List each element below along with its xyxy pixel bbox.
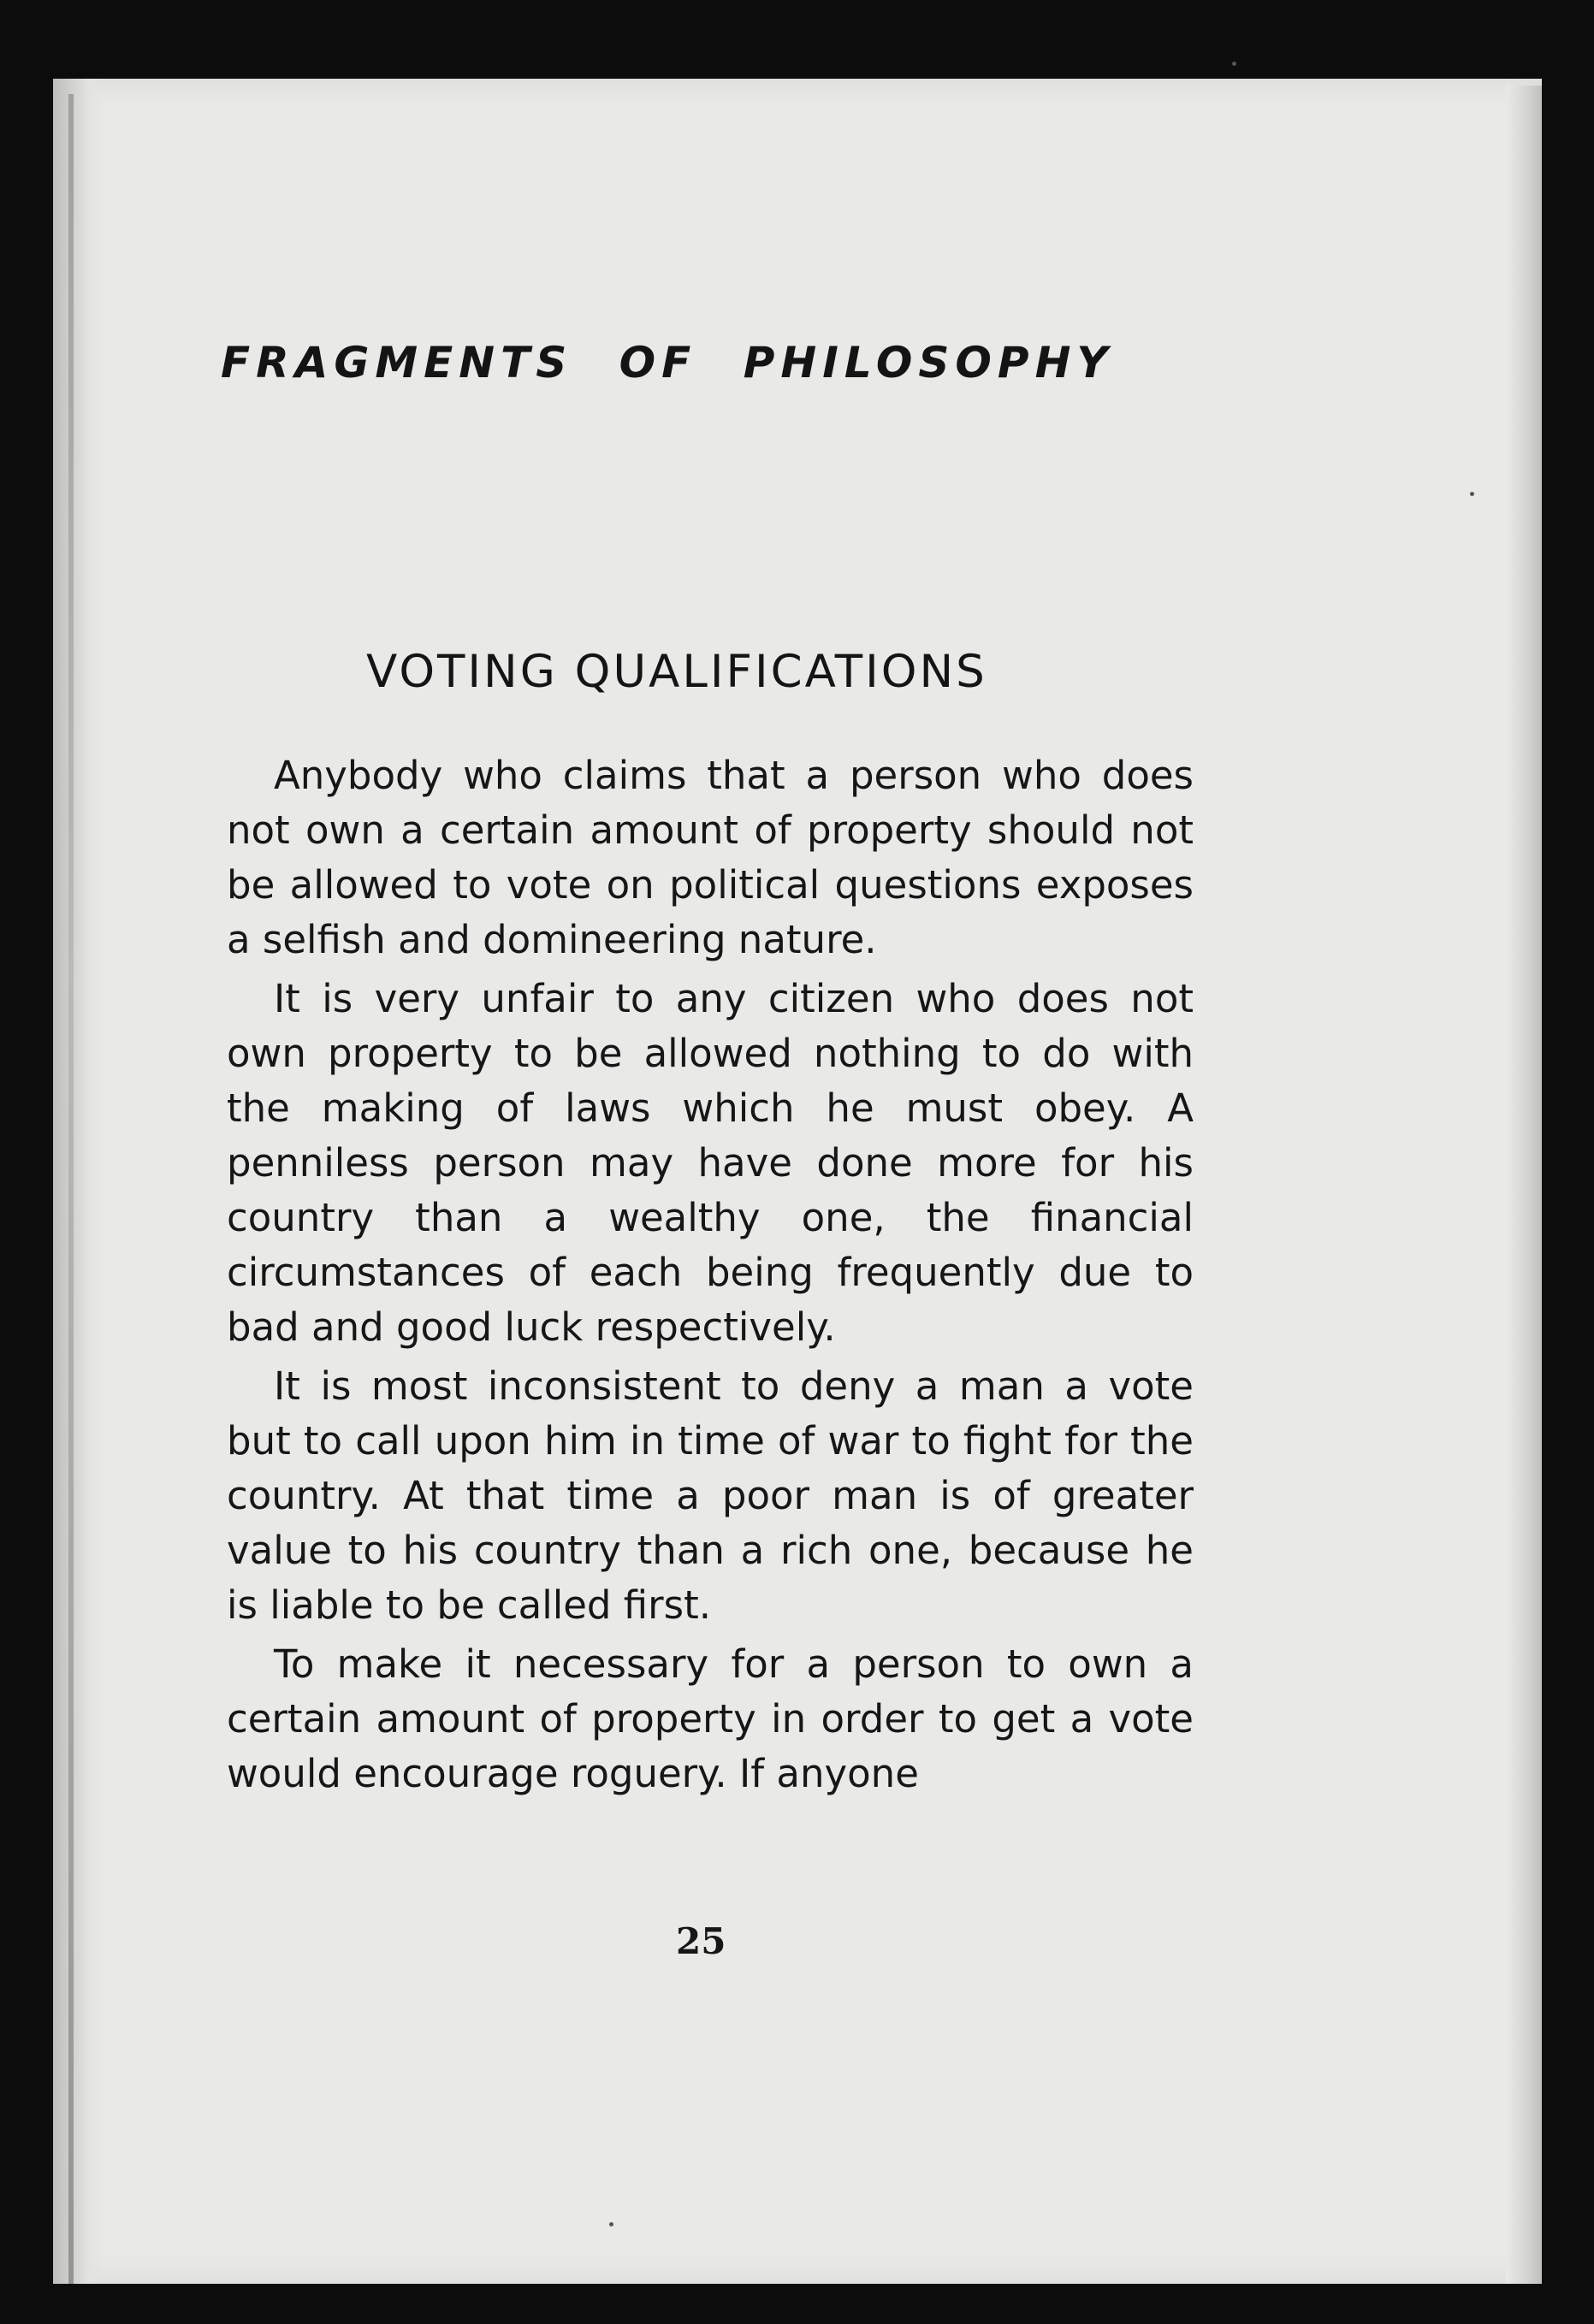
paragraph: It is most inconsistent to deny a man a vote but to call upon him in time of war to fight for the country. At that time a poor man is of greater value to his country than a rich one, because he is liable to be called first. <box>227 1363 1194 1628</box>
dust-speck <box>609 2222 613 2226</box>
gutter-edge <box>68 94 74 2284</box>
page-edge-right <box>1506 86 1542 2284</box>
body-text <box>227 748 1194 1801</box>
paragraph: To make it necessary for a person to own a certain amount of property in order to get a vote would encourage roguery. If anyone <box>227 1641 1194 1796</box>
running-head: FRAGMENTS OF PHILOSOPHY <box>221 338 1114 387</box>
paragraph: It is very unfair to any citizen who does not own property to be allowed nothing to do with the making of laws which he must obey. A penniless person may have done more for his country than a wealthy one, the financial circumstances of each being frequently due to bad and good luck respectively. <box>227 976 1194 1350</box>
chapter-title: VOTING QUALIFICATIONS <box>366 646 987 698</box>
gutter-shadow <box>53 79 104 2284</box>
dust-speck <box>1470 492 1474 496</box>
page-number: 25 <box>676 1920 726 1962</box>
paragraph: Anybody who claims that a person who does not own a certain amount of property should not be allowed to vote on political questions exposes a selfish and domineering nature. <box>227 753 1194 962</box>
dust-speck <box>1232 62 1236 66</box>
